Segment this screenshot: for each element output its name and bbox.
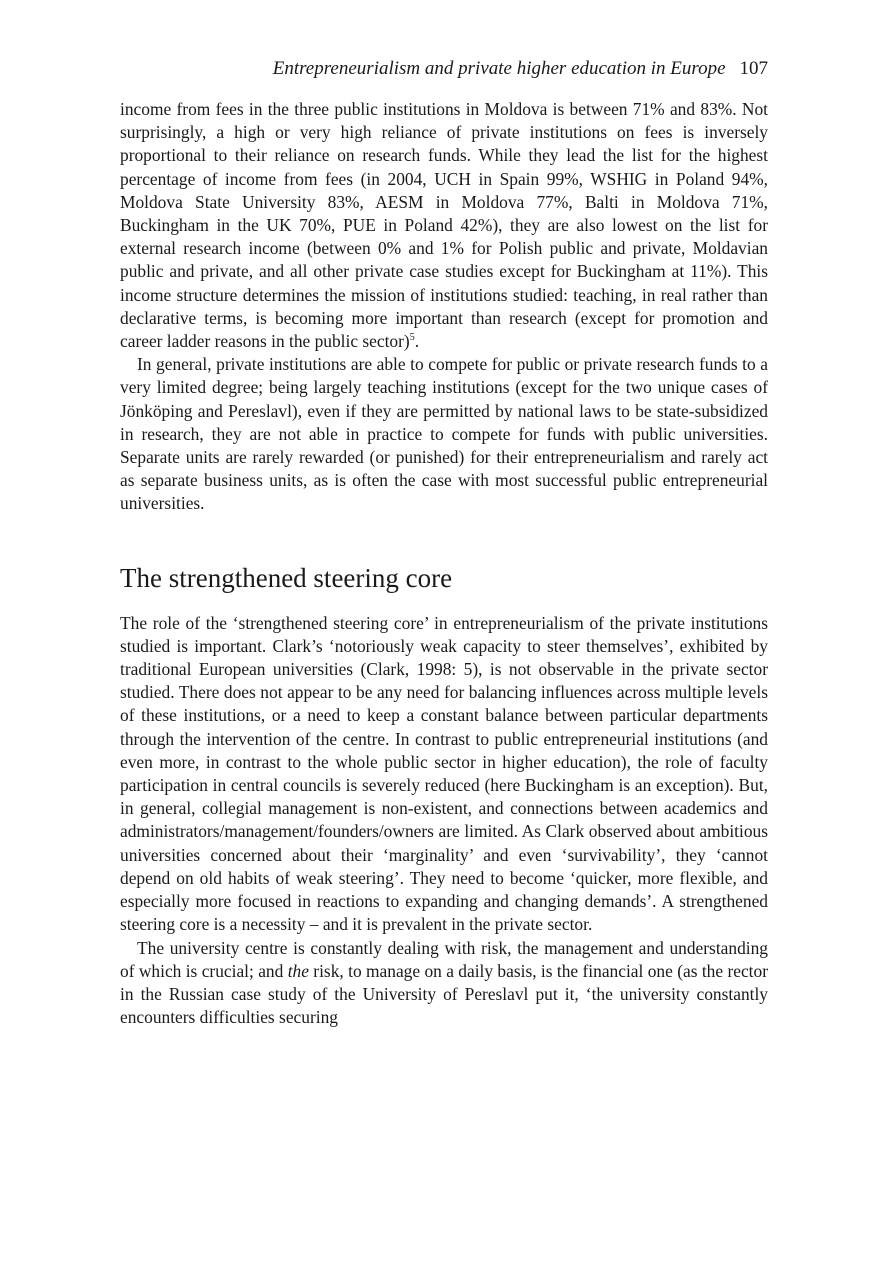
emphasis-the: the	[287, 960, 309, 981]
paragraph-university-centre-start: The university centre is constantly dealing with risk, the management and understanding of which is crucial; and	[120, 937, 768, 981]
paragraph-university-centre-rest: risk, to manage on a daily basis, is the financial one (as the rector in the Russian case study of the University of Pereslavl put it, ‘the university constantly encounters difficulties securing	[120, 960, 768, 1028]
paragraph-university-centre	[120, 937, 768, 1030]
paragraph-research-funds: In general, private institutions are able to compete for public or private research funds to a very limited degree; being largely teaching institutions (except for the two unique cases of Jönköping and Pereslavl), even if they are permitted by national laws to be state-subsidized in research, they are not able in practice to compete for funds with public universities. Separate units are rarely rewarded (or punished) for their entrepreneurialism and rarely act as separate business units, as is often the case with most successful public entrepreneurial universities.	[120, 354, 768, 514]
book-page	[120, 56, 768, 1029]
paragraph-fees-end: .	[414, 331, 420, 352]
running-head	[120, 56, 768, 82]
footnote-marker[interactable]: 5	[409, 332, 415, 344]
running-head-title: Entrepreneurialism and private higher education in Europe	[272, 58, 726, 79]
paragraph-steering-core: The role of the ‘strengthened steering core’ in entrepreneurialism of the private institutions studied is important. Clark’s ‘notoriously weak capacity to steer themselves’, exhibited by traditional European universities (Clark, 1998: 5), is not observable in the private sector studied. There does not appear to be any need for balancing influences across multiple levels of these institutions, or a need to keep a constant balance between particular departments through the intervention of the centre. In contrast to public entrepreneurial institutions (and even more, in contrast to the whole public sector in higher education), the role of faculty participation in central councils is severely reduced (here Buckingham is an exception). But, in general, collegial management is non-existent, and connections between academics and administrators/management/founders/owners are limited. As Clark observed about ambitious universities concerned about their ‘marginality’ and even ‘survivability’, they ‘cannot depend on old habits of weak steering’. They need to become ‘quicker, more flexible, and especially more focused in reactions to expanding and changing demands’. A strengthened steering core is a necessity – and it is prevalent in the private sector.	[120, 612, 768, 935]
page-number: 107	[739, 58, 768, 79]
paragraph-fees-text: income from fees in the three public institutions in Moldova is between 71% and 83%. Not surprisingly, a high or very high reliance of private institutions on fees is inversely proportional to their reliance on research funds. While they lead the list for the highest percentage of income from fees (in 2004, UCH in Spain 99%, WSHIG in Poland 94%, Moldova State University 83%, AESM in Moldova 77%, Balti in Moldova 71%, Buckingham in the UK 70%, PUE in Poland 42%), they are also lowest on the list for external research income (between 0% and 1% for Polish public and private, Moldavian public and private, and all other private case studies except for Buckingham at 11%). This income structure determines the mission of institutions studied: teaching, in real rather than declarative terms, is becoming more important than research (except for promotion and career ladder reasons in the public sector)	[120, 99, 768, 352]
section-heading: The strengthened steering core	[120, 562, 453, 593]
paragraph-fees	[120, 98, 768, 353]
